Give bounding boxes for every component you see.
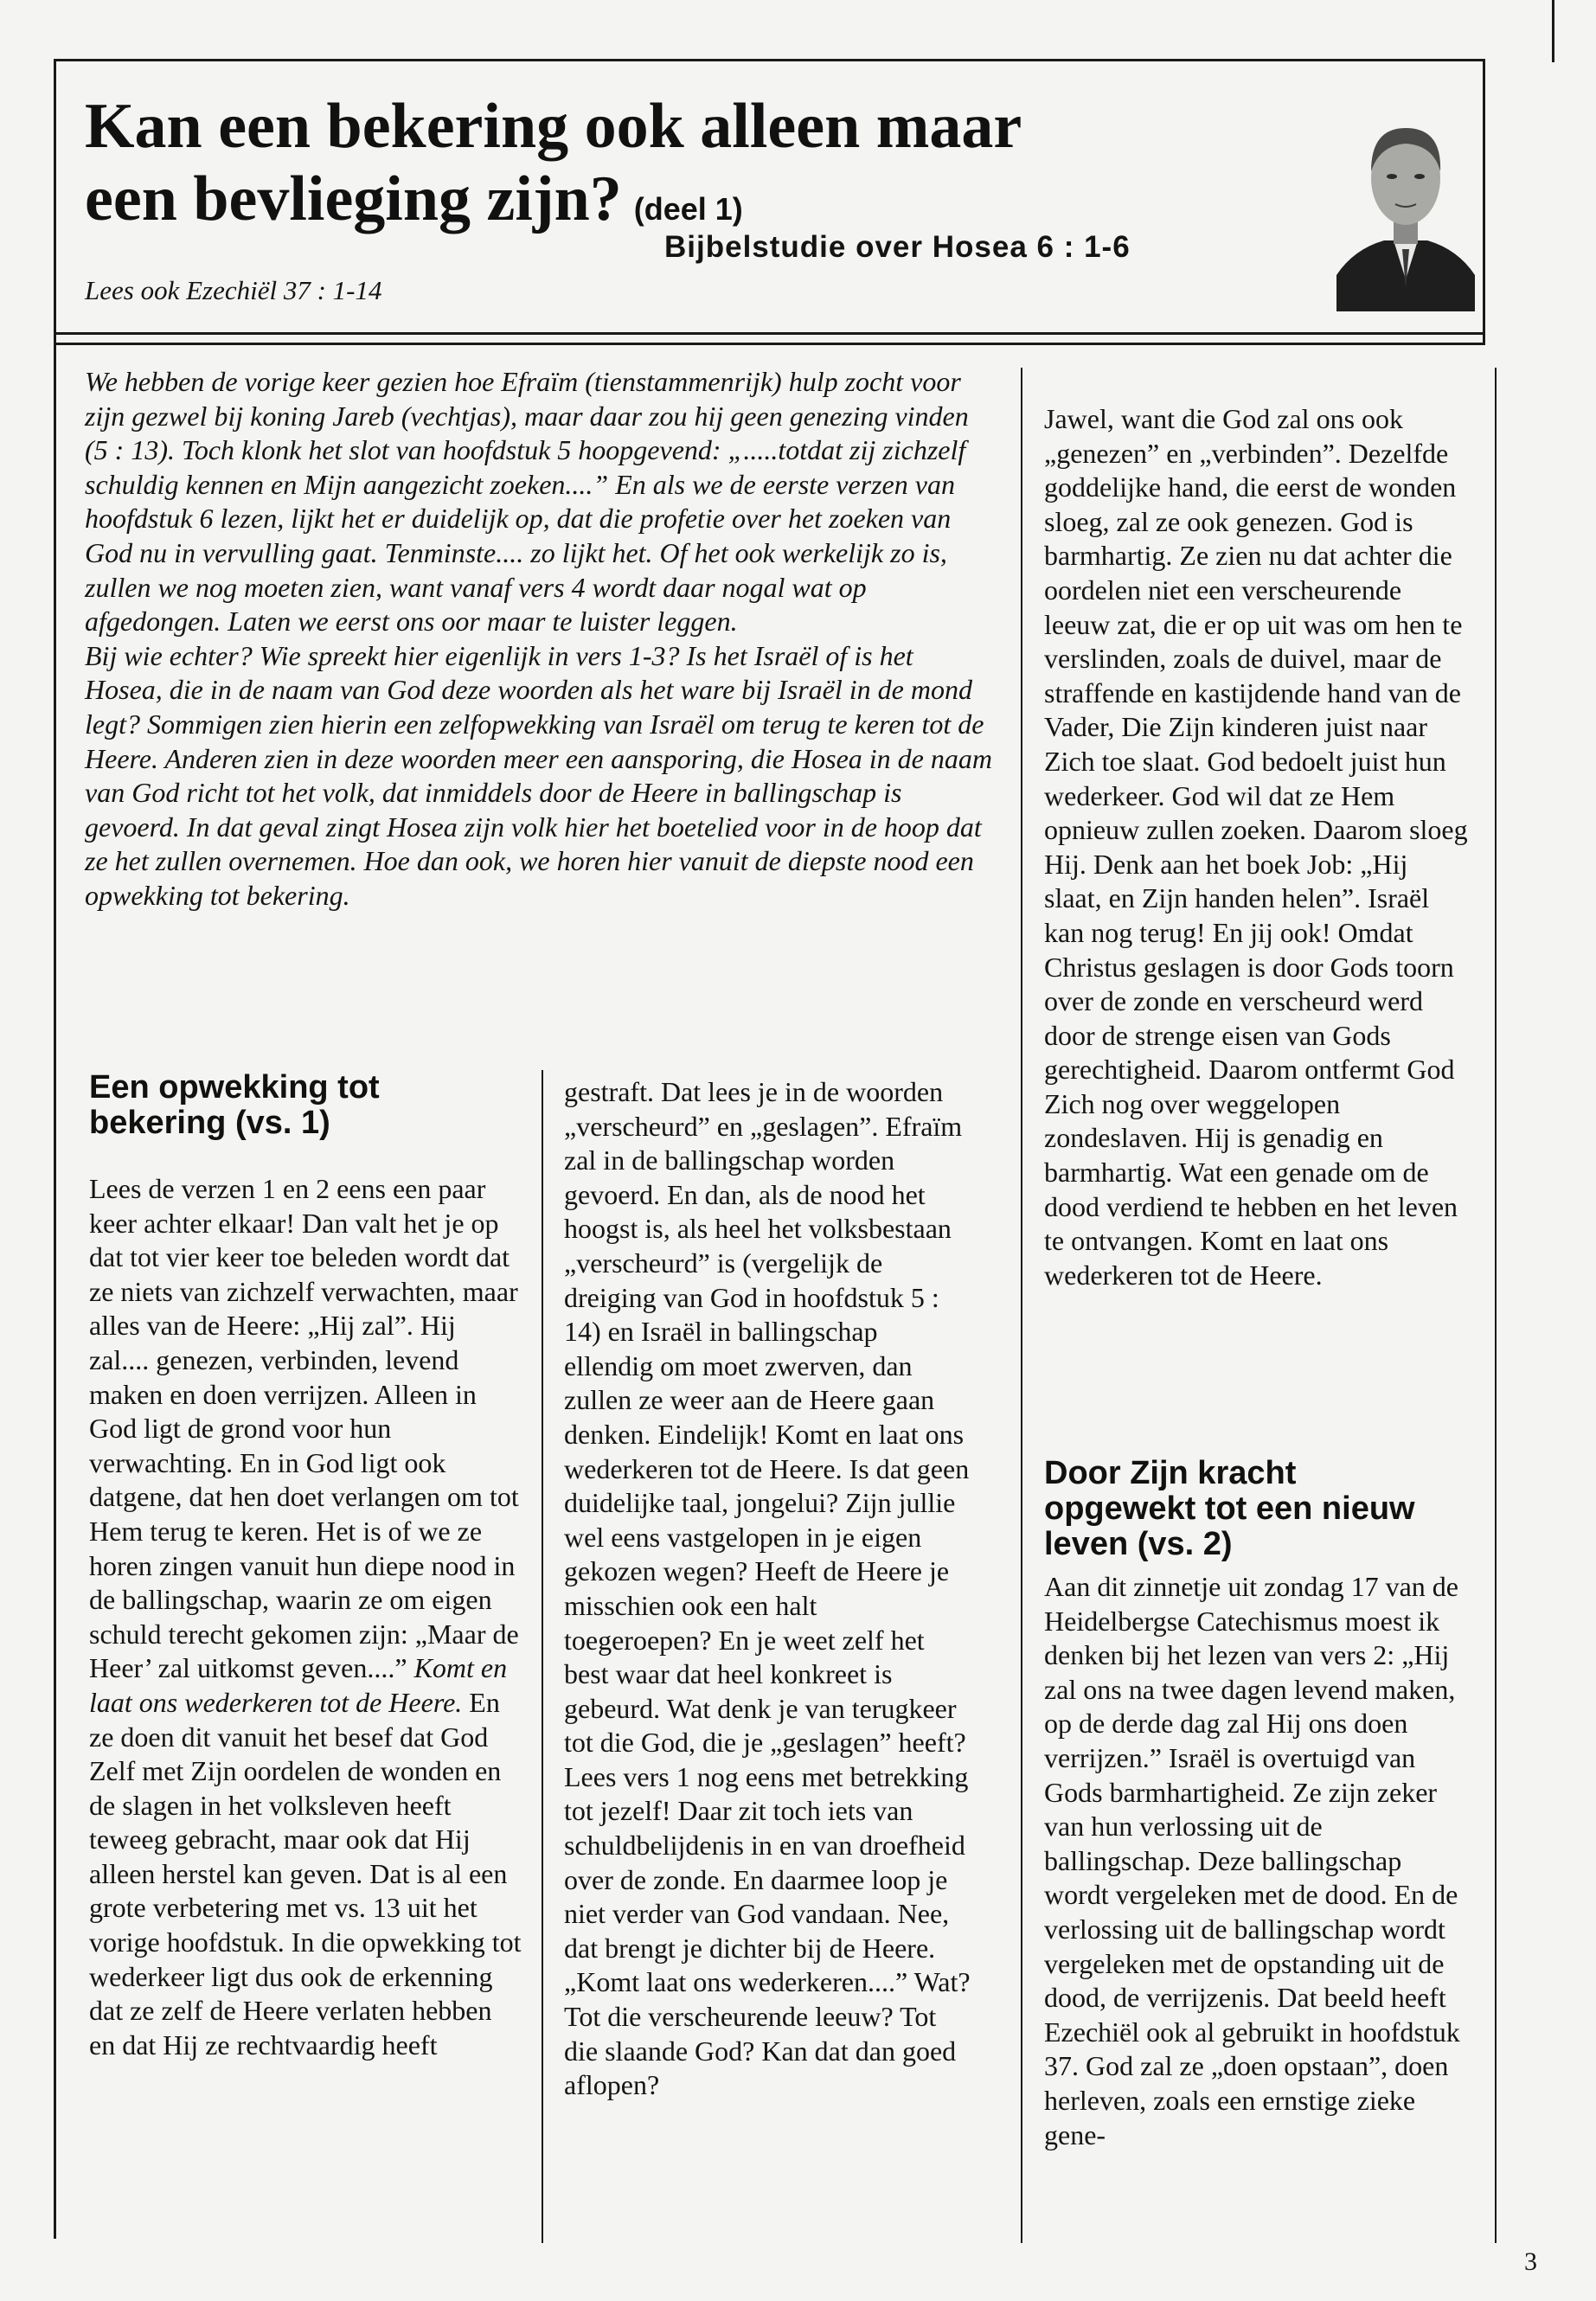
article-title	[85, 90, 1209, 246]
right-margin-rule	[1552, 0, 1554, 62]
column-2	[564, 1075, 971, 2103]
header-bottom-rule-1	[54, 332, 1485, 335]
column-divider-rule	[542, 1070, 543, 2243]
left-frame-rule	[54, 59, 56, 2239]
article-subtitle: Bijbelstudie over Hosea 6 : 1-6	[664, 230, 1131, 264]
author-portrait	[1336, 102, 1475, 311]
intro-text-2: Bij wie echter? Wie spreekt hier eigenlijk in vers 1-3? Is het Israël of is het Hosea, die in de naam van God deze woorden als het ware bij Israël in de mond legt? Sommigen zien hierin een zelfopwekking van Israël om terug te keren tot de Heere. Anderen zien in deze woorden meer een aansporing, die Hosea in de naam van God richt tot het volk, dat inmiddels door de Heere in ballingschap is gevoerd. In dat geval zingt Hosea zijn volk hier het boetelied voor in de hoop dat ze het zullen overnemen. Hoe dan ook, we horen hier vanuit de diepste nood een opwekking tot bekering.	[85, 639, 992, 911]
column3-left-rule	[1021, 368, 1022, 2243]
section2-body	[1044, 1570, 1468, 2152]
header-bottom-rule-2	[54, 343, 1485, 345]
title-line-2-text: een bevlieging zijn?	[85, 163, 622, 234]
column1-italic: Komt en laat ons wederkeren tot de Heere.	[89, 1652, 508, 1718]
right-frame-rule	[1483, 59, 1485, 344]
title-part: (deel 1)	[633, 191, 743, 227]
column-1	[89, 1172, 522, 2062]
column3-right-rule	[1495, 368, 1497, 2243]
section2-heading: Door Zijn kracht opgewekt tot een nieuw leven (vs. 2)	[1044, 1455, 1415, 1562]
column1-text	[89, 1172, 522, 2062]
column1-text-a: Lees de verzen 1 en 2 eens een paar keer achter elkaar! Dan valt het je op dat tot vier keer toe beleden wordt dat ze niets van zichzelf verwachten, maar alles van de Heere: „Hij zal”. Hij zal.... genezen, verbinden, levend maken en doen verrijzen. Alleen in God ligt de grond voor hun verwachting. En in God ligt ook datgene, dat hen doet verlangen om tot Hem terug te keren. Het is of we ze horen zingen vanuit hun diepe nood in de ballingschap, waarin ze om eigen schuld terecht gekomen zijn: „Maar de Heer’ zal uitkomst geven....”	[89, 1173, 519, 1684]
column2-text: gestraft. Dat lees je in de woorden „verscheurd” en „geslagen”. Efraïm zal in de ballingschap worden gevoerd. En dan, als de nood het hoogst is, als heel het volksbestaan „verscheurd” is (vergelijk de dreiging van God in hoofdstuk 5 : 14) en Israël in ballingschap ellendig om moet zwerven, dan zullen ze weer aan de Heere gaan denken. Eindelijk! Komt en laat ons wederkeren tot de Heere. Is dat geen duidelijke taal, jongelui? Zijn jullie wel eens vastgelopen in je eigen gekozen wegen? Heeft de Heere je misschien ook een halt toegeroepen? En je weet zelf het best waar dat heel konkreet is gebeurd. Wat denk je van terugkeer tot die God, die je „geslagen” heeft? Lees vers 1 nog eens met betrekking tot jezelf! Daar zit toch iets van schuldbelijdenis in en van droefheid over de zonde. En daarmee loop je niet verder van God vandaan. Nee, dat brengt je dichter bij de Heere. „Komt laat ons wederkeren....” Wat? Tot die verscheurende leeuw? Tot die slaande God? Kan dat dan goed aflopen?	[564, 1076, 971, 2101]
column3-text: Jawel, want die God zal ons ook „genezen” en „verbinden”. Dezelfde goddelijke hand, die eerst de wonden sloeg, zal ze ook genezen. God is barmhartig. Ze zien nu dat achter die oordelen niet een verscheurende leeuw zat, die er op uit was om hen te verslinden, zoals de duivel, maar de straffende en kastijdende hand van de Vader, Die Zijn kinderen juist naar Zich toe slaat. God bedoelt juist hun wederkeer. God wil dat ze Hem opnieuw zullen zoeken. Daarom sloeg Hij. Denk aan het boek Job: „Hij slaat, en Zijn handen helen”. Israël kan nog terug! En jij ook! Omdat Christus geslagen is door Gods toorn over de zonde en verscheurd werd door de strenge eisen van Gods gerechtigheid. Daarom ontfermt God Zich nog over weggelopen zondeslaven. Hij is genadig en barmhartig. Wat een genade om de dood verdiend te hebben en het leven te ontvangen. Komt en laat ons wederkeren tot de Heere.	[1044, 403, 1468, 1291]
column-3	[1044, 402, 1468, 1292]
title-line-1: Kan een bekering ook alleen maar	[85, 91, 1022, 162]
section2-text: Aan dit zinnetje uit zondag 17 van de Heidelbergse Catechismus moest ik denken bij het lezen van vers 2: „Hij zal ons na twee dagen levend maken, op de derde dag zal Hij ons doen verrijzen.” Israël is overtuigd van Gods barmhartigheid. Ze zijn zeker van hun verlossing uit de ballingschap. Deze ballingschap wordt vergeleken met de dood. En de verlossing uit de ballingschap wordt vergeleken met de opstanding uit de dood, de verrijzenis. Dat beeld heeft Ezechiël ook al gebruikt in hoofdstuk 37. God zal ze „doen opstaan”, doen herleven, zoals een ernstige zieke gene-	[1044, 1571, 1460, 2150]
section1-heading: Een opwekking tot bekering (vs. 1)	[89, 1069, 380, 1141]
top-frame-rule	[54, 59, 1485, 61]
intro-paragraph	[85, 365, 993, 913]
reading-reference: Lees ook Ezechiël 37 : 1-14	[85, 275, 382, 305]
column1-text-b: En ze doen dit vanuit het besef dat God Zelf met Zijn oordelen de wonden en de slagen in het volksleven heeft teweeg gebracht, maar ook dat Hij alleen herstel kan geven. Dat is al een grote verbetering met vs. 13 uit het vorige hoofdstuk. In die opwekking tot wederkeer ligt dus ook de erkenning dat ze zelf de Heere verlaten hebben en dat Hij ze rechtvaardig heeft	[89, 1686, 522, 2061]
intro-text-1: We hebben de vorige keer gezien hoe Efraïm (tienstammenrijk) hulp zocht voor zijn gezwel bij koning Jareb (vechtjas), maar daar zou hij geen genezing vinden (5 : 13). Toch klonk het slot van hoofdstuk 5 hoopgevend: „.....totdat zij zichzelf schuldig kennen en Mijn aangezicht zoeken....” En als we de eerste verzen van hoofdstuk 6 lezen, lijkt het er duidelijk op, dat die profetie over het zoeken van God nu in vervulling gaat. Tenminste.... zo lijkt het. Of het ook werkelijk zo is, zullen we nog moeten zien, want vanaf vers 4 wordt daar nogal wat op afgedongen. Laten we eerst ons oor maar te luister leggen.	[85, 366, 969, 638]
page-number: 3	[1524, 2247, 1537, 2276]
